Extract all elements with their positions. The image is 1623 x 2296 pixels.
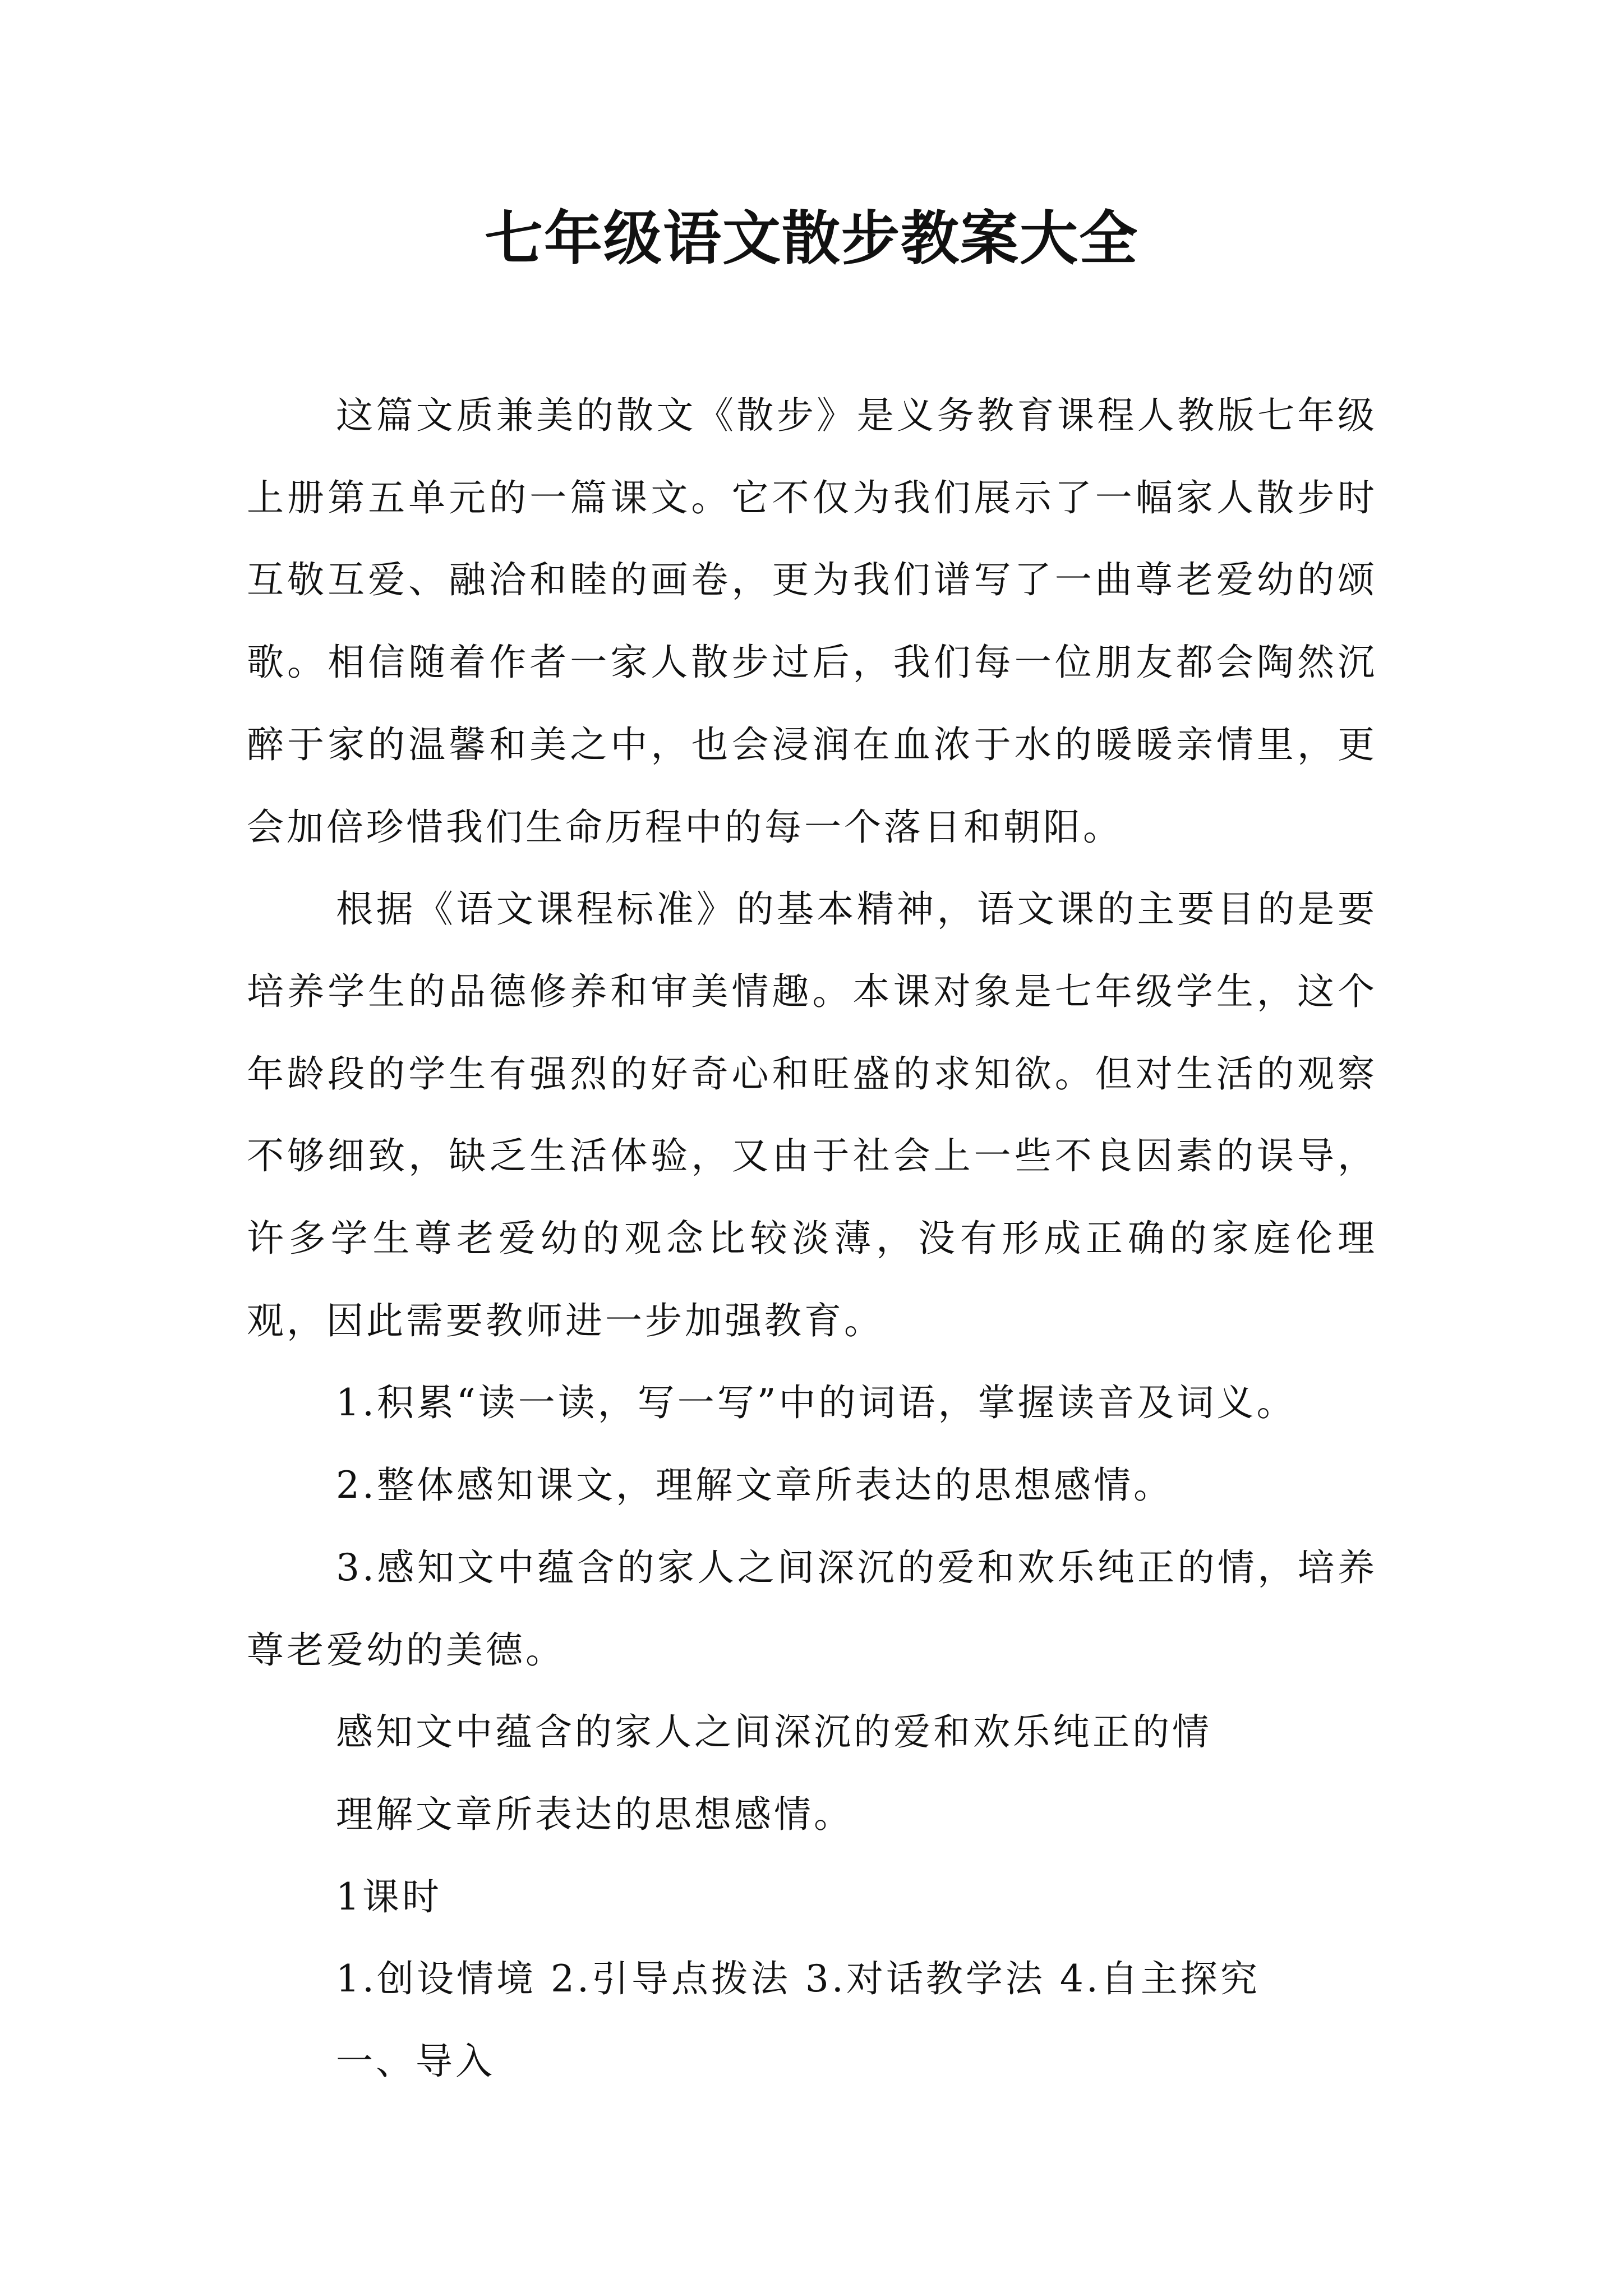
difficult-point: 理解文章所表达的思想感情。: [336, 1792, 854, 1836]
background-paragraph: 根据《语文课程标准》的基本精神，语文课的主要目的是要培养学生的品德修养和审美情趣。本课对象是七年级学生，这个年龄段的学生有强烈的好奇心和旺盛的求知欲。但对生活的观察不够细致，缺乏生活体验，又由于社会上一些不良因素的误导，许多学生尊老爱幼的观念比较淡薄，没有形成正确的家庭伦理观，因此需要教师进一步加强教育。: [247, 887, 1377, 1342]
section-heading-intro: 一、导入: [336, 2040, 495, 2083]
objective-1: 1.积累“读一读，写一写”中的词语，掌握读音及词义。: [336, 1381, 1297, 1425]
objective-2: 2.整体感知课文，理解文章所表达的思想感情。: [336, 1464, 1173, 1507]
key-point: 感知文中蕴含的家人之间深沉的爱和欢乐纯正的情: [336, 1710, 1212, 1754]
teaching-methods: 1.创设情境 2.引导点拨法 3.对话教学法 4.自主探究: [336, 1957, 1260, 2001]
document-title: 七年级语文散步教案大全: [484, 204, 1138, 273]
objective-3: 3.感知文中蕴含的家人之间深沉的爱和欢乐纯正的情，培养尊老爱幼的美德。: [247, 1545, 1377, 1672]
document-body: [247, 375, 1377, 2103]
lesson-duration: 1课时: [336, 1875, 442, 1918]
intro-paragraph: 这篇文质兼美的散文《散步》是义务教育课程人教版七年级上册第五单元的一篇课文。它不仅为我们展示了一幅家人散步时互敬互爱、融洽和睦的画卷，更为我们谱写了一曲尊老爱幼的颂歌。相信随着作者一家人散步过后，我们每一位朋友都会陶然沉醉于家的温馨和美之中，也会浸润在血浓于水的暖暖亲情里，更会加倍珍惜我们生命历程中的每一个落日和朝阳。: [247, 394, 1377, 849]
